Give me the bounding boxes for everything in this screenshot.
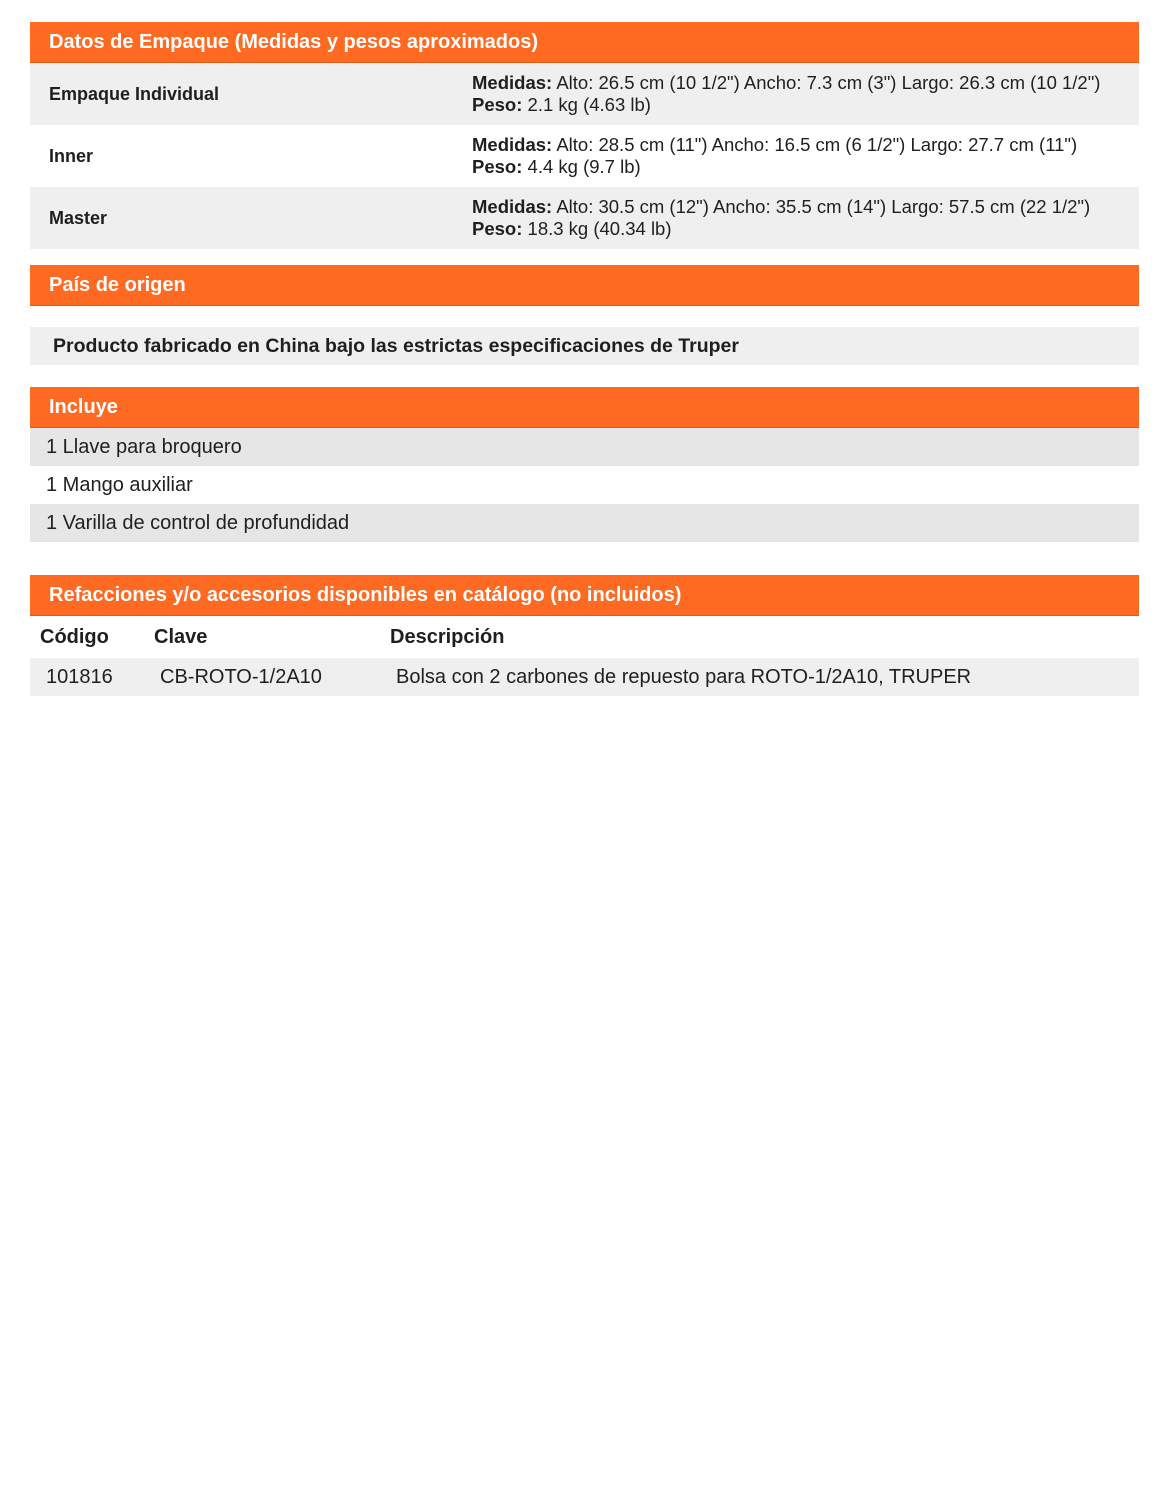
table-row bbox=[30, 658, 1139, 696]
measures-value: Alto: 30.5 cm (12") Ancho: 35.5 cm (14") Largo: 57.5 cm (22 1/2") bbox=[556, 196, 1091, 217]
packaging-row-detail bbox=[472, 196, 1139, 240]
header-key: Clave bbox=[154, 626, 208, 648]
measures-label: Medidas: bbox=[472, 196, 553, 217]
packaging-row-individual bbox=[30, 63, 1139, 125]
spec-sheet bbox=[30, 22, 1139, 696]
packaging-row-label: Inner bbox=[49, 145, 94, 166]
header-code: Código bbox=[40, 626, 109, 648]
origin-text: Producto fabricado en China bajo las estrictas especificaciones de Truper bbox=[30, 327, 1139, 365]
measures-value: Alto: 28.5 cm (11") Ancho: 16.5 cm (6 1/2") Largo: 27.7 cm (11") bbox=[556, 134, 1078, 155]
cell-description: Bolsa con 2 carbones de repuesto para ROTO-1/2A10, TRUPER bbox=[396, 666, 972, 688]
cell-key: CB-ROTO-1/2A10 bbox=[160, 666, 322, 688]
packaging-row-label: Empaque Individual bbox=[49, 83, 220, 104]
weight-label: Peso: bbox=[472, 94, 523, 115]
list-item: 1 Varilla de control de profundidad bbox=[30, 504, 1139, 542]
weight-value: 18.3 kg (40.34 lb) bbox=[527, 218, 672, 239]
weight-label: Peso: bbox=[472, 156, 523, 177]
packaging-row-label: Master bbox=[49, 207, 108, 228]
table-header bbox=[30, 616, 1139, 658]
origin-section-title: País de origen bbox=[30, 265, 1139, 306]
cell-code: 101816 bbox=[46, 666, 113, 688]
header-description: Descripción bbox=[390, 626, 505, 648]
weight-value: 2.1 kg (4.63 lb) bbox=[527, 94, 651, 115]
measures-value: Alto: 26.5 cm (10 1/2") Ancho: 7.3 cm (3") Largo: 26.3 cm (10 1/2") bbox=[556, 72, 1101, 93]
refs-section-title: Refacciones y/o accesorios disponibles en catálogo (no incluidos) bbox=[30, 575, 1139, 616]
packaging-section-title: Datos de Empaque (Medidas y pesos aproximados) bbox=[30, 22, 1139, 63]
packaging-row-detail bbox=[472, 134, 1139, 178]
measures-label: Medidas: bbox=[472, 72, 553, 93]
includes-section-title: Incluye bbox=[30, 387, 1139, 428]
list-item: 1 Mango auxiliar bbox=[30, 466, 1139, 504]
measures-label: Medidas: bbox=[472, 134, 553, 155]
packaging-row-master bbox=[30, 187, 1139, 249]
weight-label: Peso: bbox=[472, 218, 523, 239]
list-item: 1 Llave para broquero bbox=[30, 428, 1139, 466]
weight-value: 4.4 kg (9.7 lb) bbox=[527, 156, 641, 177]
packaging-row-detail bbox=[472, 72, 1139, 116]
packaging-row-inner bbox=[30, 125, 1139, 187]
